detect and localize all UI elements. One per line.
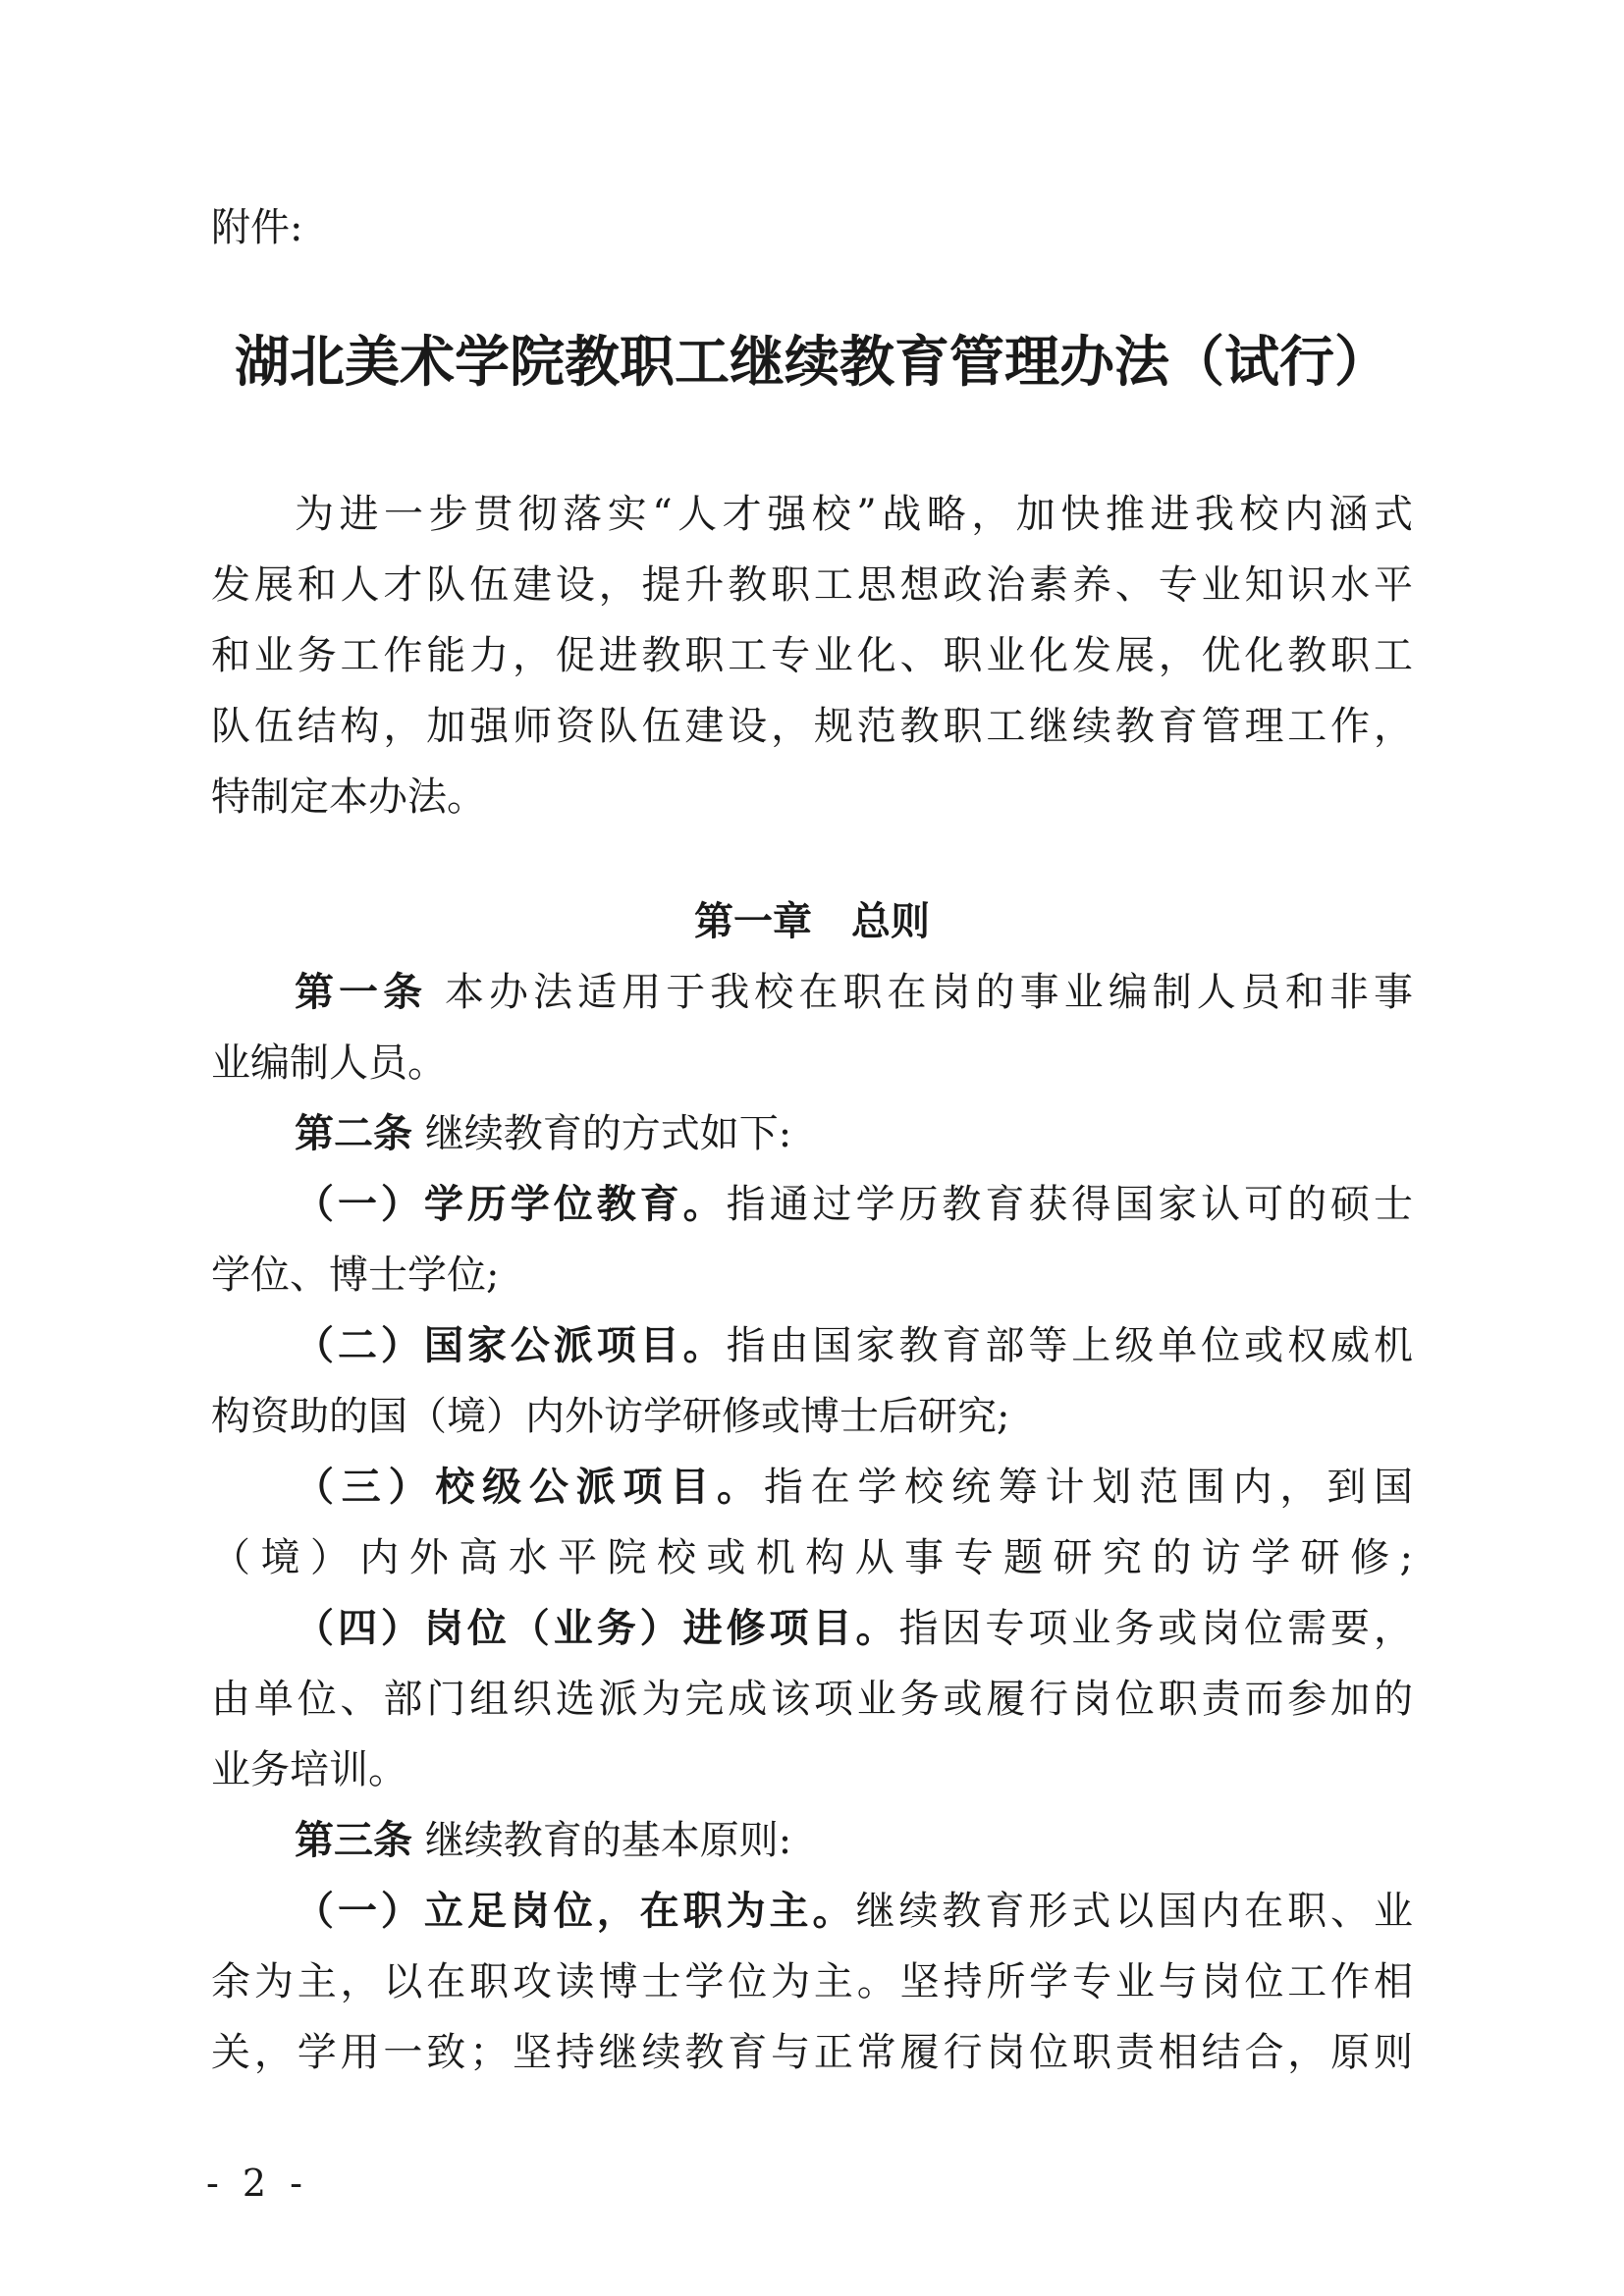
article-3: 第三条 继续教育的基本原则: [295,1818,792,1863]
article-1-cont: 业编制人员。 [211,1041,447,1086]
item-2-cont: 构资助的国（境）内外访学研修或博士后研究; [211,1394,1010,1439]
article-label: 第二条 [295,1111,412,1156]
article-1: 第一条 本办法适用于我校在职在岗的事业编制人员和非事 [295,970,1413,1015]
item-label: （三）校级公派项目。 [295,1465,764,1510]
preamble-line: 发展和人才队伍建设，提升教职工思想政治素养、专业知识水平 [211,562,1413,608]
principle-1-cont: 余为主，以在职攻读博士学位为主。坚持所学专业与岗位工作相 [211,1959,1413,2004]
item-label: （一）学历学位教育。 [295,1182,727,1227]
item-1: （一）学历学位教育。指通过学历教育获得国家认可的硕士 [295,1182,1413,1227]
chapter-heading: 第一章 总则 [694,899,930,944]
item-3: （三）校级公派项目。指在学校统筹计划范围内，到国 [295,1465,1413,1510]
preamble-line: 为进一步贯彻落实“人才强校”战略，加快推进我校内涵式 [295,492,1413,537]
item-4-cont: 由单位、部门组织选派为完成该项业务或履行岗位职责而参加的 [211,1677,1413,1722]
preamble-line: 队伍结构，加强师资队伍建设，规范教职工继续教育管理工作， [211,704,1413,749]
principle-1: （一）立足岗位，在职为主。继续教育形式以国内在职、业 [295,1889,1413,1934]
item-label: （四）岗位（业务）进修项目。 [295,1606,899,1651]
item-3-cont: （境）内外高水平院校或机构从事专题研究的访学研修; [211,1535,1413,1580]
document-body [211,479,1413,2088]
item-4: （四）岗位（业务）进修项目。指因专项业务或岗位需要， [295,1606,1413,1651]
item-1-cont: 学位、博士学位; [211,1253,500,1298]
document-title: 湖北美术学院教职工继续教育管理办法（试行） [235,331,1389,395]
item-label: （一）立足岗位，在职为主。 [295,1889,856,1934]
principle-1-cont: 关，学用一致；坚持继续教育与正常履行岗位职责相结合，原则 [211,2030,1413,2075]
page-number: - 2 - [206,2162,309,2205]
article-label: 第三条 [295,1818,412,1863]
article-2: 第二条 继续教育的方式如下: [295,1111,792,1156]
preamble-line: 和业务工作能力，促进教职工专业化、职业化发展，优化教职工 [211,633,1413,678]
item-4-cont: 业务培训。 [211,1747,407,1792]
item-2: （二）国家公派项目。指由国家教育部等上级单位或权威机 [295,1323,1413,1368]
item-label: （二）国家公派项目。 [295,1323,727,1368]
preamble-line: 特制定本办法。 [211,774,486,820]
article-label: 第一条 [295,970,428,1015]
attachment-label: 附件: [211,205,303,250]
